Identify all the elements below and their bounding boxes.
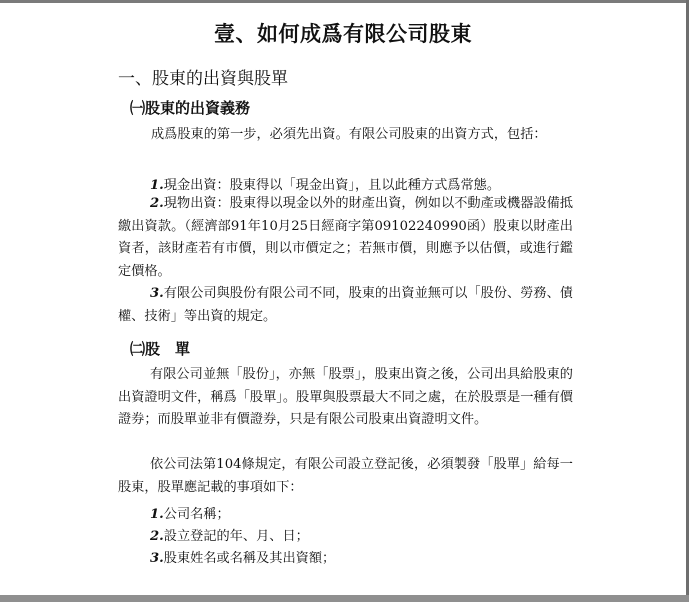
list-item-text: 公司名稱； <box>163 507 230 522</box>
list-item <box>118 193 573 283</box>
list-item-text: 設立登記的年、月、日； <box>163 529 309 544</box>
list-item <box>150 503 230 522</box>
viewer-top-edge <box>0 0 689 3</box>
section-heading: 一、股東的出資與股單 <box>118 69 288 89</box>
list-item-number: 2. <box>150 196 164 211</box>
list-item-text: 股東姓名或名稱及其出資額； <box>163 551 336 566</box>
list-item-text: 現物出資：股東得以現金以外的財產出資，例如以不動產或機器設備抵繳出資款。（經濟部91年10月25日經商字第09102240990函）股東以財產出資者，該財產若有市價，則以市價定之；若無市價，則應予以估價，或進行鑑定價格。 <box>118 196 573 279</box>
viewer-bottom-edge <box>0 595 689 602</box>
list-item <box>150 525 309 544</box>
list-item <box>150 174 500 193</box>
list-item-text: 有限公司與股份有限公司不同，股東的出資並無可以「股份、勞務、債權、技術」等出資的規定。 <box>118 286 573 324</box>
list-item <box>150 547 335 566</box>
subsection-1-intro: 成爲股東的第一步，必須先出資。有限公司股東的出資方式，包括： <box>151 127 547 142</box>
list-item-number: 3. <box>150 551 164 566</box>
list-item-number: 2. <box>150 529 164 544</box>
page-title: 壹、如何成爲有限公司股東 <box>214 21 472 46</box>
subsection-2-paragraph: 有限公司並無「股份」，亦無「股票」，股東出資之後，公司出具給股東的出資證明文件，稱爲「股單」。股單與股票最大不同之處，在於股票是一種有價證券；而股單並非有價證券，只是有限公司股東出資證明文件。 <box>118 367 573 427</box>
subsection-2-heading: ㈡股 單 <box>130 340 191 358</box>
list-item-number: 1. <box>150 178 164 193</box>
list-item-number: 3. <box>150 286 164 301</box>
list-item <box>118 283 573 328</box>
subsection-1-heading: ㈠股東的出資義務 <box>130 99 251 117</box>
subsection-2-paragraph: 依公司法第104條規定，有限公司設立登記後，必須製發「股單」給每一股東，股單應記載的事項如下： <box>118 457 573 495</box>
list-item-number: 1. <box>150 507 164 522</box>
list-item-text: 現金出資：股東得以「現金出資」，且以此種方式爲常態。 <box>163 178 501 193</box>
